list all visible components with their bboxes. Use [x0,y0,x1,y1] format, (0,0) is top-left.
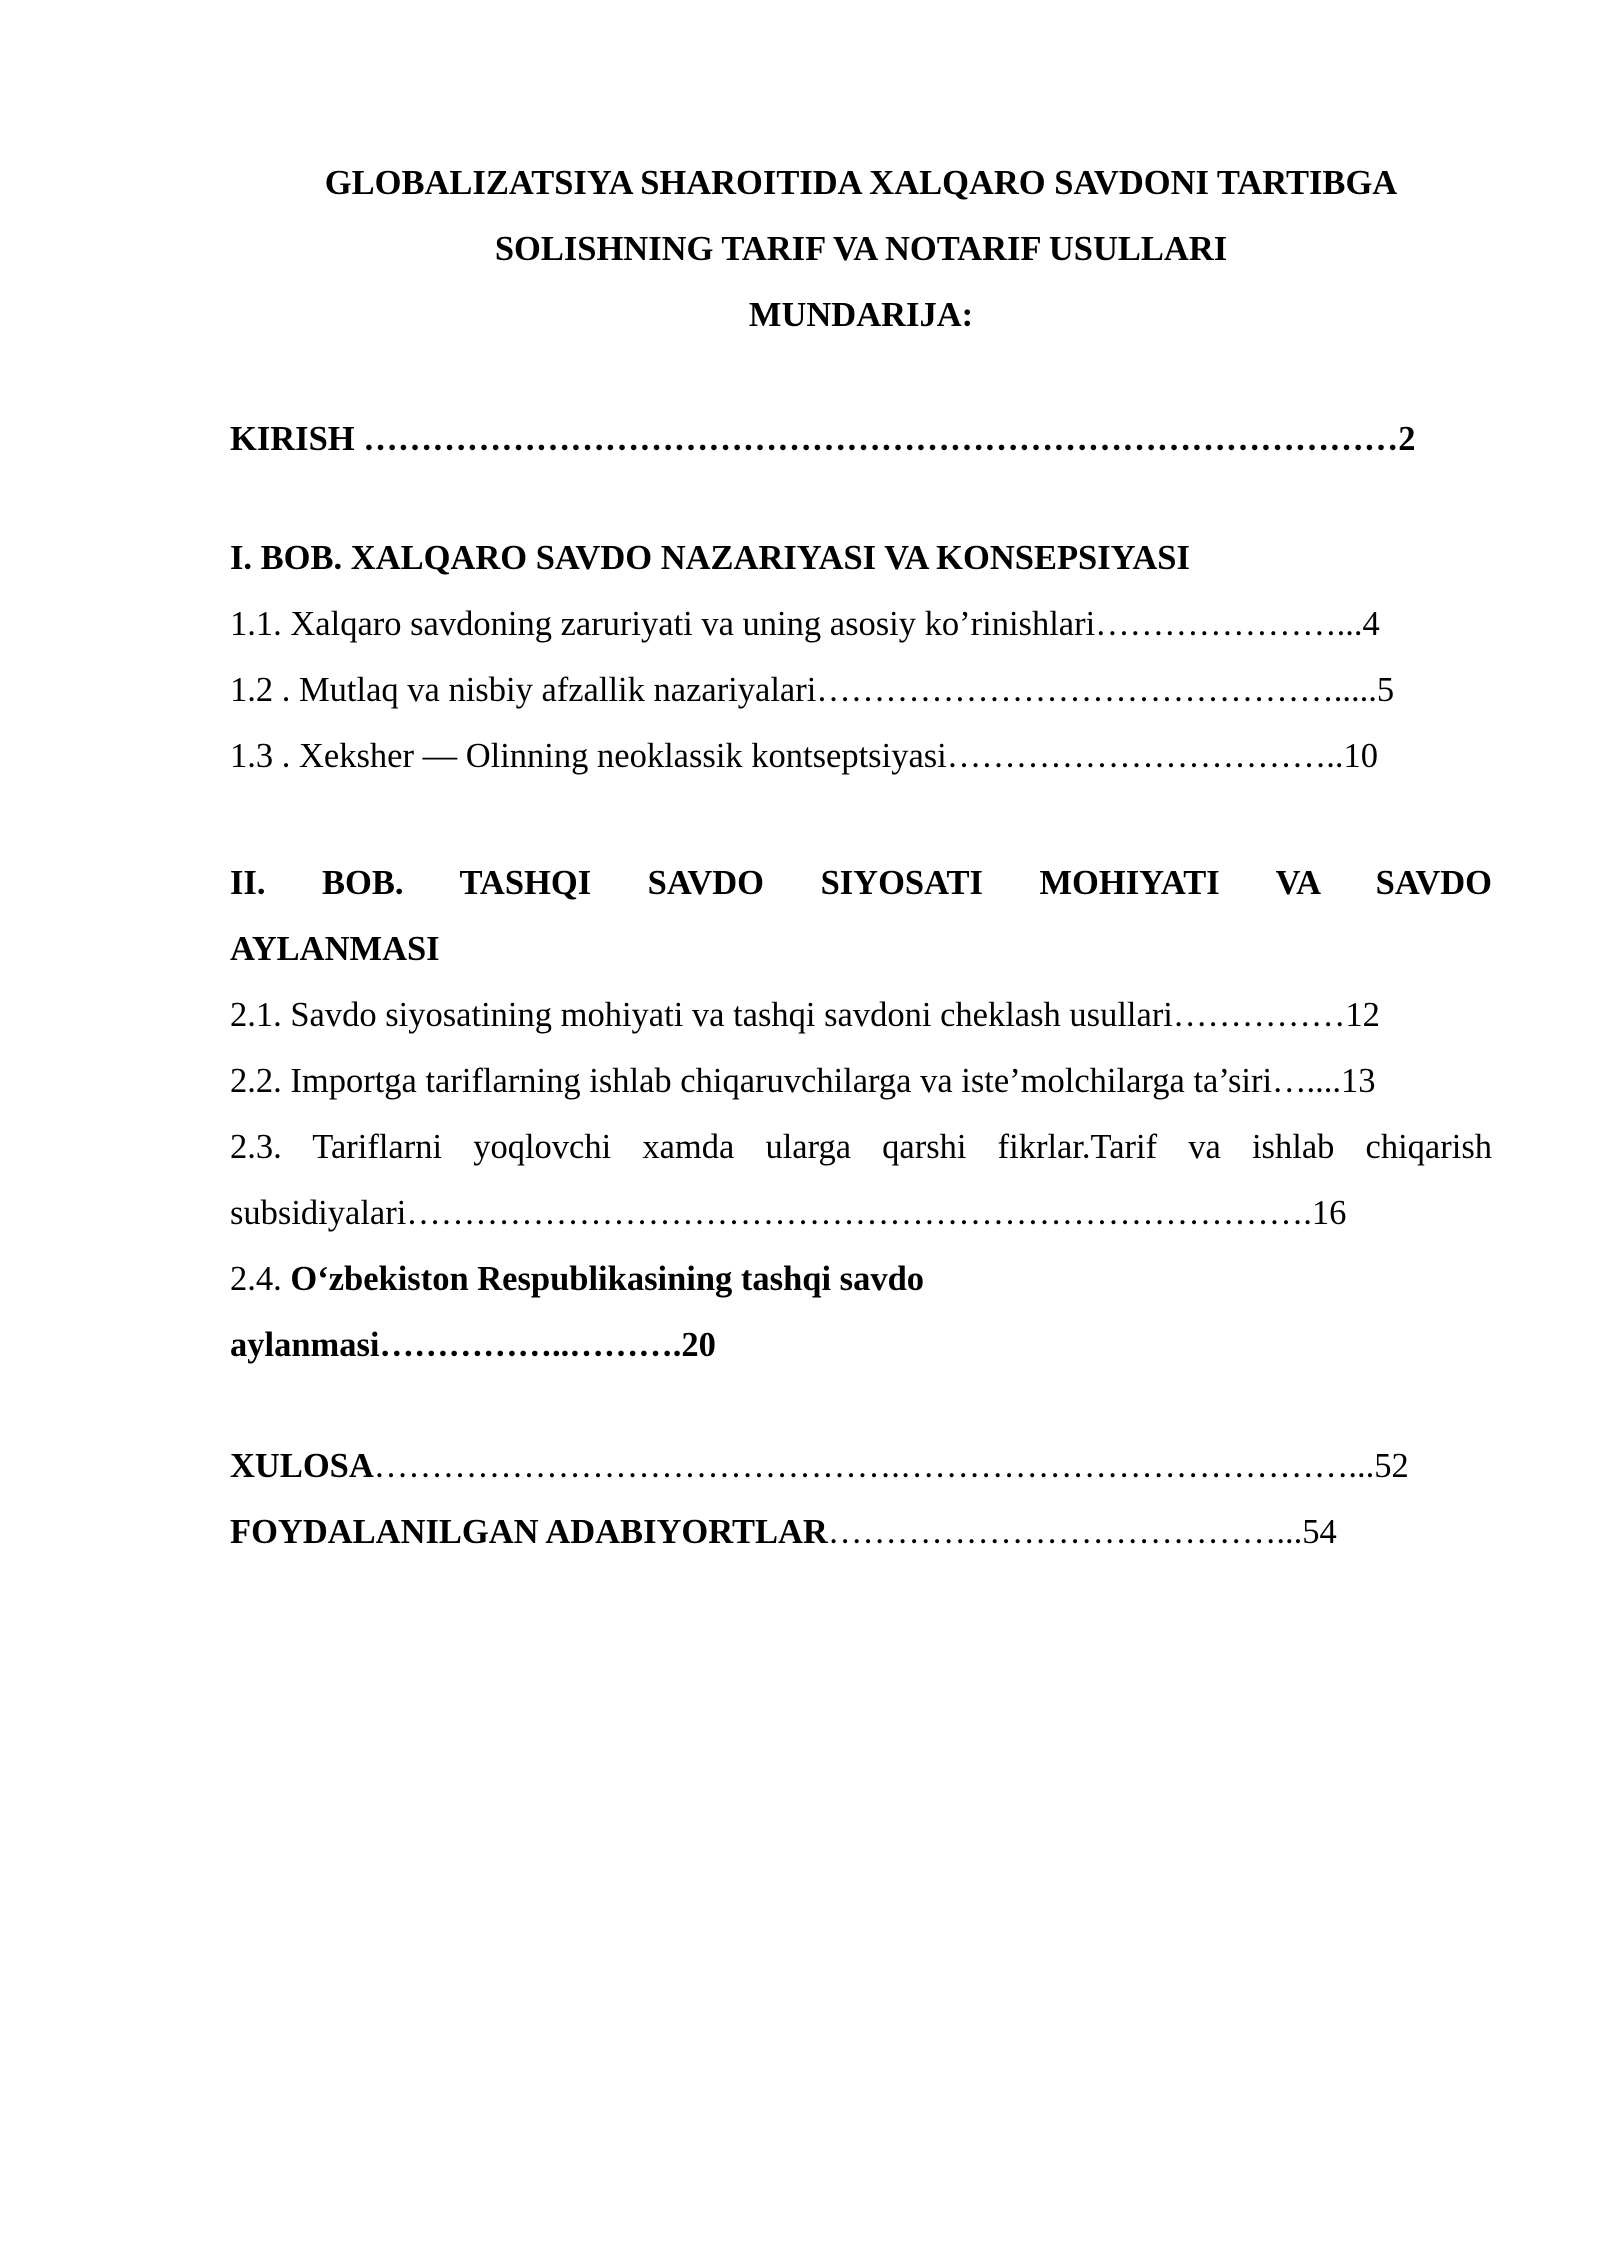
toc-adabiyotlar [230,1499,1492,1565]
toc-item-1-3: 1.3 . Xeksher — Olinning neoklassik kontseptsiyasi……………………………..10 [230,737,1379,775]
table-of-contents [230,406,1492,472]
toc-xulosa [230,1433,1492,1499]
toc-xulosa-leader: ……………………………………….…………………………………...52 [373,1447,1409,1485]
toc-item-2-4-number: 2.4. [230,1260,291,1298]
toc-item-2-3-line-2: subsidiyalari…………………………………………………………………….16 [230,1194,1347,1232]
toc-adabiyotlar-label: FOYDALANILGAN ADABIYORTLAR [230,1513,828,1551]
toc-chapter-2-heading-line-2: AYLANMASI [230,930,440,968]
toc-item-2-3-line-1: 2.3. Tariflarni yoqlovchi xamda ularga qarshi fikrlar.Tarif va ishlab chiqarish [230,1128,1492,1166]
toc-chapter-2 [230,850,1492,1378]
toc-xulosa-label: XULOSA [230,1447,374,1485]
toc-chapter-1-heading: I. BOB. XALQARO SAVDO NAZARIYASI VA KONSEPSIYASI [230,539,1190,577]
toc-item-1-1: 1.1. Xalqaro savdoning zaruriyati va uning asosiy ko’rinishlari…………………...4 [230,605,1380,643]
toc-adabiyotlar-leader: …………………………………...54 [827,1513,1337,1551]
toc-item-2-1: 2.1. Savdo siyosatining mohiyati va tashqi savdoni cheklash usullari……………12 [230,996,1380,1034]
contents-heading: MUNDARIJA: [748,296,974,334]
title-block [230,150,1492,348]
toc-chapter-2-heading-line-1: II. BOB. TASHQI SAVDO SIYOSATI MOHIYATI VA SAVDO [230,864,1492,902]
toc-item-2-4-title: O‘zbekiston Respublikasining tashqi savdo [290,1260,925,1298]
toc-item-1-2: 1.2 . Mutlaq va nisbiy afzallik nazariyalari……………………………………….....5 [230,671,1395,709]
toc-item-2-4-line-2: aylanmasi……………..……….20 [230,1326,716,1364]
document-title-line-2: SOLISHNING TARIF VA NOTARIF USULLARI [494,230,1228,268]
toc-item-2-2: 2.2. Importga tariflarning ishlab chiqaruvchilarga va iste’molchilarga ta’siri…....13 [230,1062,1376,1100]
toc-kirish-text: KIRISH ………………………………………………………………………………2 [230,420,1416,458]
toc-chapter-1 [230,525,1492,789]
toc-closing [230,1433,1492,1565]
toc-kirish [230,406,1492,472]
document-title-line-1: GLOBALIZATSIYA SHAROITIDA XALQARO SAVDONI TARTIBGA [324,164,1398,202]
toc-item-2-4-line-1 [230,1246,1492,1312]
